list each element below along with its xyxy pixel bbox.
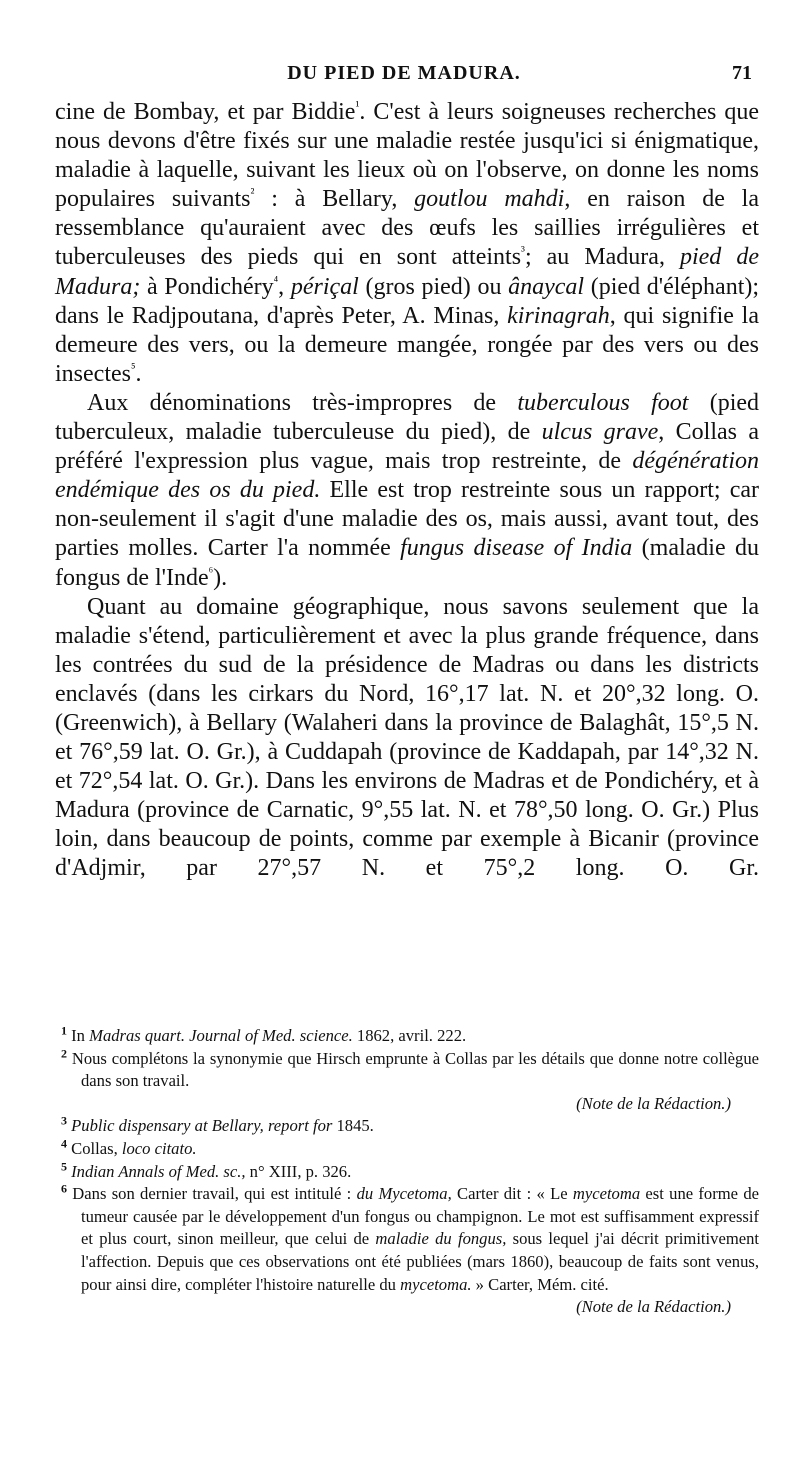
running-title: DU PIED DE MADURA.	[287, 62, 521, 84]
footnote-6: $^6$ Dans son dernier travail, qui est intitulé : du Mycetoma, Carter dit : « Le mycetoma est une forme de tumeur causée par le développement d'un fongus ou champignon. Le mot est suffisamment expressif et plus court, sinon meilleur, que celui de maladie du fongus, sous lequel j'ai décrit primitivement l'affection. Depuis que ces observations ont été publiées (mars 1860), beaucoup de faits sont venus, pour ainsi dire, compléter l'histoire naturelle du mycetoma. » Carter, Mém. cité.	[61, 1181, 759, 1294]
main-text	[55, 98, 759, 884]
footnote-1: $^1$ In Madras quart. Journal of Med. science. 1862, avril. 222.	[61, 1023, 467, 1045]
footnote-ref-1: ¹	[355, 98, 360, 113]
footnote-6-note: (Note de la Rédaction.)	[576, 1297, 731, 1317]
paragraph-2: Aux dénominations très-impropres de tuberculous foot (pied tuberculeux, maladie tuberculeuse du pied), de ulcus grave, Collas a préféré l'expression plus vague, mais trop restreinte, de dégénération endémique des os du pied. Elle est trop restreinte sous un rapport; car non-seulement il s'agit d'une maladie des os, mais aussi, avant tout, des parties molles. Carter l'a nommée fungus disease of India (maladie du fongus de l'Inde$^{^6}$).	[55, 389, 760, 591]
footnote-3: $^3$ Public dispensary at Bellary, report for 1845.	[61, 1113, 374, 1136]
footnotes	[55, 1025, 759, 1319]
paragraph-1: cine de Bombay, et par Biddie$^{^1}$. C'est à leurs soigneuses recherches que nous devons d'être fixés sur une maladie restée jusqu'ici si énigmatique, maladie à laquelle, suivant les lieux où on l'observe, on donne les noms populaires suivants$^{^2}$ : à Bellary, goutlou mahdi, en raison de la ressemblance qu'auraient avec des œufs les saillies irrégulières et tuberculeuses des pieds qui en sont atteints$^{^3}$; au Madura, pied de Madura; à Pondichéry$^{^4}$, périçal (gros pied) ou ânaycal (pied d'éléphant); dans le Radjpoutana, d'après Peter, A. Minas, kirinagrah, qui signifie la demeure des vers, ou la demeure mangée, rongée par des vers ou des insectes$^{^5}$.	[55, 98, 760, 387]
term-degeneration: dégénération endémique des os du pied.	[55, 448, 759, 504]
footnote-ref-4: ⁴	[273, 272, 279, 288]
page-number: 71	[732, 62, 752, 84]
paragraph-3: Quant au domaine géographique, nous savons seulement que la maladie s'étend, particulièrement et avec la plus grande fréquence, dans les contrées du sud de la présidence de Madras ou dans les districts enclavés (dans les cirkars du Nord, 16°,17 lat. N. et 20°,32 long. O. (Greenwich), à Bellary (Walaheri dans la province de Balaghât, 15°,5 N. et 76°,59 lat. O. Gr.), à Cuddapah (province de Kaddapah, par 14°,32 N. et 72°,54 lat. O. Gr.). Dans les environs de Madras et de Pondichéry, et à Madura (province de Carnatic, 9°,55 lat. N. et 78°,50 long. O. Gr.) Plus loin, dans beaucoup de points, comme par exemple à Bicanir (province d'Adjmir, par 27°,57 N. et 75°,2 long. O. Gr.	[55, 593, 759, 882]
footnote-ref-2: ²	[250, 185, 255, 201]
term-perical: périçal	[290, 273, 359, 300]
footnote-5: $^5$ Indian Annals of Med. sc., n° XIII, p. 326.	[61, 1159, 352, 1181]
term-goutlou-mahdi: goutlou mahdi	[414, 186, 565, 213]
footnote-ref-3: ³	[521, 243, 525, 259]
footnote-4: $^4$ Collas, loco citato.	[61, 1136, 197, 1158]
footnote-2-note: (Note de la Rédaction.)	[576, 1093, 731, 1113]
term-fungus-disease: fungus disease of India	[400, 535, 633, 562]
footnote-ref-6: ⁶	[208, 563, 214, 579]
footnote-2: $^2$ Nous complétons la synonymie que Hirsch emprunte à Collas par les détails que donne notre collègue dans son travail.	[61, 1046, 760, 1091]
term-anaycal: ânaycal	[508, 273, 585, 300]
term-tuberculous-foot: tuberculous foot	[517, 389, 689, 416]
term-kirinagrah: kirinagrah	[507, 302, 610, 329]
term-pied-de-madura: pied de Madura;	[55, 244, 759, 300]
term-ulcus-grave: ulcus grave	[541, 419, 659, 446]
footnote-ref-5: ⁵	[130, 359, 136, 375]
page-header	[56, 62, 752, 88]
